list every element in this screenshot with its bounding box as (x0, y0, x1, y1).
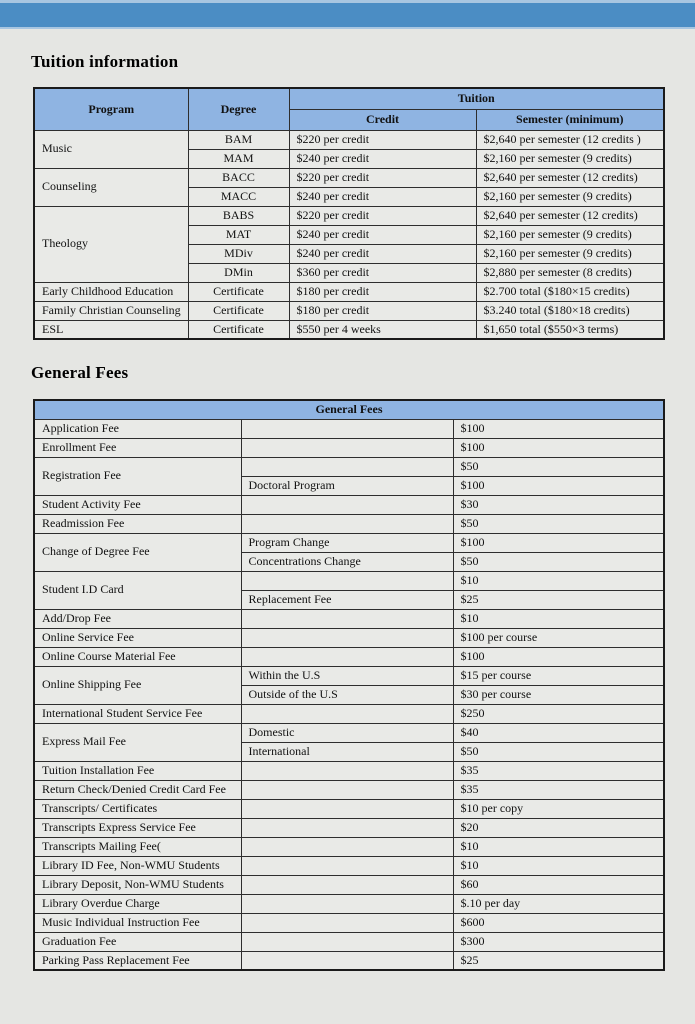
fee-amount-cell: $50 (453, 552, 664, 571)
fee-name-cell: Transcripts/ Certificates (34, 799, 241, 818)
table-row (34, 206, 664, 225)
fee-name-cell: Library Deposit, Non-WMU Students (34, 875, 241, 894)
fee-sub-cell (241, 780, 453, 799)
fee-name-cell: Change of Degree Fee (34, 533, 241, 571)
credit-cell: $240 per credit (289, 187, 476, 206)
fees-table-title-header: General Fees (34, 400, 664, 419)
degree-cell: Certificate (188, 320, 289, 339)
degree-cell: BAM (188, 130, 289, 149)
credit-cell: $220 per credit (289, 206, 476, 225)
fee-sub-cell (241, 514, 453, 533)
degree-cell: DMin (188, 263, 289, 282)
semester-cell: $2,160 per semester (9 credits) (476, 225, 664, 244)
semester-cell: $2.700 total ($180×15 credits) (476, 282, 664, 301)
fee-sub-cell: Within the U.S (241, 666, 453, 685)
table-row (34, 130, 664, 149)
credit-cell: $240 per credit (289, 244, 476, 263)
table-row (34, 647, 664, 666)
credit-cell: $240 per credit (289, 225, 476, 244)
fee-amount-cell: $300 (453, 932, 664, 951)
program-cell: Early Childhood Education (34, 282, 188, 301)
fee-amount-cell: $600 (453, 913, 664, 932)
fee-amount-cell: $40 (453, 723, 664, 742)
credit-cell: $240 per credit (289, 149, 476, 168)
fee-amount-cell: $15 per course (453, 666, 664, 685)
fee-sub-cell (241, 457, 453, 476)
table-row (34, 571, 664, 590)
fee-amount-cell: $35 (453, 761, 664, 780)
program-cell: Theology (34, 206, 188, 282)
fee-amount-cell: $30 per course (453, 685, 664, 704)
table-row (34, 704, 664, 723)
credit-cell: $220 per credit (289, 168, 476, 187)
table-row (34, 837, 664, 856)
table-row (34, 419, 664, 438)
column-header-semester: Semester (minimum) (476, 109, 664, 130)
fee-amount-cell: $100 (453, 647, 664, 666)
fee-sub-cell (241, 875, 453, 894)
fees-table (33, 399, 665, 971)
fee-amount-cell: $100 (453, 476, 664, 495)
column-header-program: Program (34, 88, 188, 130)
table-row (34, 533, 664, 552)
degree-cell: BACC (188, 168, 289, 187)
fee-amount-cell: $50 (453, 514, 664, 533)
table-row (34, 856, 664, 875)
table-row (34, 438, 664, 457)
table-row (34, 913, 664, 932)
program-cell: ESL (34, 320, 188, 339)
program-cell: Counseling (34, 168, 188, 206)
table-row (34, 818, 664, 837)
fee-name-cell: Enrollment Fee (34, 438, 241, 457)
table-row (34, 495, 664, 514)
top-banner (0, 0, 695, 29)
fee-sub-cell: Domestic (241, 723, 453, 742)
semester-cell: $2,160 per semester (9 credits) (476, 149, 664, 168)
fee-name-cell: Tuition Installation Fee (34, 761, 241, 780)
fee-name-cell: Online Course Material Fee (34, 647, 241, 666)
fee-amount-cell: $10 (453, 837, 664, 856)
fee-name-cell: Application Fee (34, 419, 241, 438)
fee-amount-cell: $10 (453, 571, 664, 590)
table-row (34, 168, 664, 187)
fee-sub-cell (241, 609, 453, 628)
table-row (34, 282, 664, 301)
fee-amount-cell: $25 (453, 590, 664, 609)
column-header-degree: Degree (188, 88, 289, 130)
tuition-table (33, 87, 665, 340)
table-row (34, 457, 664, 476)
fee-sub-cell (241, 419, 453, 438)
fee-name-cell: Transcripts Express Service Fee (34, 818, 241, 837)
fee-name-cell: Transcripts Mailing Fee( (34, 837, 241, 856)
table-row (34, 301, 664, 320)
fee-name-cell: Library ID Fee, Non-WMU Students (34, 856, 241, 875)
credit-cell: $550 per 4 weeks (289, 320, 476, 339)
fee-sub-cell (241, 571, 453, 590)
table-row (34, 951, 664, 970)
semester-cell: $1,650 total ($550×3 terms) (476, 320, 664, 339)
fee-amount-cell: $250 (453, 704, 664, 723)
semester-cell: $2,160 per semester (9 credits) (476, 187, 664, 206)
semester-cell: $2,640 per semester (12 credits) (476, 168, 664, 187)
fee-sub-cell (241, 647, 453, 666)
fee-name-cell: Graduation Fee (34, 932, 241, 951)
fee-amount-cell: $60 (453, 875, 664, 894)
fee-sub-cell (241, 837, 453, 856)
degree-cell: Certificate (188, 301, 289, 320)
semester-cell: $3.240 total ($180×18 credits) (476, 301, 664, 320)
fee-name-cell: Parking Pass Replacement Fee (34, 951, 241, 970)
fee-sub-cell: Program Change (241, 533, 453, 552)
fee-sub-cell (241, 761, 453, 780)
fee-amount-cell: $100 per course (453, 628, 664, 647)
table-row (34, 320, 664, 339)
fee-amount-cell: $35 (453, 780, 664, 799)
fee-name-cell: Online Service Fee (34, 628, 241, 647)
fee-sub-cell (241, 894, 453, 913)
table-row (34, 932, 664, 951)
credit-cell: $180 per credit (289, 282, 476, 301)
fee-sub-cell: Outside of the U.S (241, 685, 453, 704)
table-row (34, 780, 664, 799)
column-header-credit: Credit (289, 109, 476, 130)
degree-cell: MAM (188, 149, 289, 168)
fee-sub-cell: Doctoral Program (241, 476, 453, 495)
fee-amount-cell: $25 (453, 951, 664, 970)
fee-amount-cell: $10 per copy (453, 799, 664, 818)
fee-amount-cell: $.10 per day (453, 894, 664, 913)
fee-sub-cell: International (241, 742, 453, 761)
fee-amount-cell: $10 (453, 856, 664, 875)
fee-sub-cell: Concentrations Change (241, 552, 453, 571)
fee-name-cell: Online Shipping Fee (34, 666, 241, 704)
table-row (34, 666, 664, 685)
semester-cell: $2,880 per semester (8 credits) (476, 263, 664, 282)
fee-sub-cell (241, 495, 453, 514)
fee-name-cell: Express Mail Fee (34, 723, 241, 761)
fee-sub-cell (241, 932, 453, 951)
fee-name-cell: Readmission Fee (34, 514, 241, 533)
fee-sub-cell (241, 438, 453, 457)
degree-cell: BABS (188, 206, 289, 225)
table-row (34, 761, 664, 780)
fee-sub-cell (241, 951, 453, 970)
table-row (34, 609, 664, 628)
fee-sub-cell (241, 628, 453, 647)
fee-amount-cell: $100 (453, 438, 664, 457)
credit-cell: $220 per credit (289, 130, 476, 149)
fee-sub-cell (241, 856, 453, 875)
table-row (34, 628, 664, 647)
fee-name-cell: Registration Fee (34, 457, 241, 495)
table-row (34, 514, 664, 533)
table-row (34, 799, 664, 818)
tuition-section-title: Tuition information (31, 52, 179, 71)
fee-amount-cell: $100 (453, 533, 664, 552)
semester-cell: $2,640 per semester (12 credits ) (476, 130, 664, 149)
program-cell: Music (34, 130, 188, 168)
degree-cell: MACC (188, 187, 289, 206)
fee-name-cell: Student I.D Card (34, 571, 241, 609)
fees-section-title: General Fees (31, 363, 129, 382)
column-header-tuition: Tuition (289, 88, 664, 109)
fee-amount-cell: $50 (453, 742, 664, 761)
fee-sub-cell (241, 913, 453, 932)
credit-cell: $180 per credit (289, 301, 476, 320)
fee-sub-cell (241, 799, 453, 818)
fee-name-cell: International Student Service Fee (34, 704, 241, 723)
fee-name-cell: Library Overdue Charge (34, 894, 241, 913)
table-row (34, 875, 664, 894)
fee-amount-cell: $50 (453, 457, 664, 476)
semester-cell: $2,640 per semester (12 credits) (476, 206, 664, 225)
fee-name-cell: Add/Drop Fee (34, 609, 241, 628)
fee-amount-cell: $100 (453, 419, 664, 438)
fee-name-cell: Return Check/Denied Credit Card Fee (34, 780, 241, 799)
fee-sub-cell: Replacement Fee (241, 590, 453, 609)
degree-cell: MDiv (188, 244, 289, 263)
fee-amount-cell: $10 (453, 609, 664, 628)
table-header-row (34, 88, 664, 109)
fee-amount-cell: $20 (453, 818, 664, 837)
fee-sub-cell (241, 704, 453, 723)
table-row (34, 894, 664, 913)
fee-sub-cell (241, 818, 453, 837)
table-row (34, 723, 664, 742)
fee-amount-cell: $30 (453, 495, 664, 514)
fee-name-cell: Music Individual Instruction Fee (34, 913, 241, 932)
degree-cell: Certificate (188, 282, 289, 301)
table-title-row (34, 400, 664, 419)
degree-cell: MAT (188, 225, 289, 244)
credit-cell: $360 per credit (289, 263, 476, 282)
program-cell: Family Christian Counseling (34, 301, 188, 320)
semester-cell: $2,160 per semester (9 credits) (476, 244, 664, 263)
fee-name-cell: Student Activity Fee (34, 495, 241, 514)
